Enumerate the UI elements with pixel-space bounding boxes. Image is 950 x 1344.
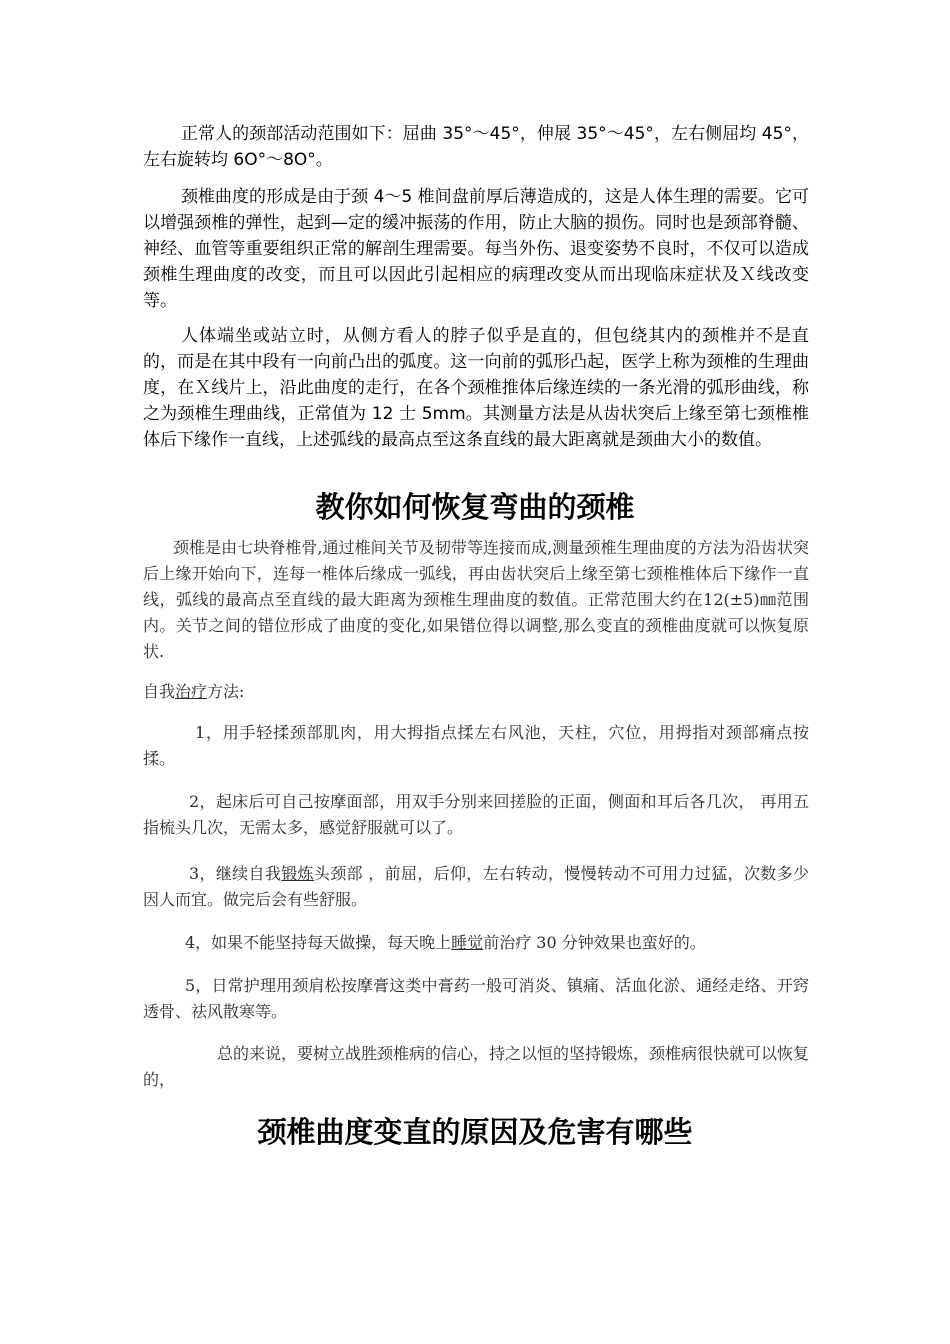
conclusion-paragraph: 总的来说，要树立战胜颈椎病的信心，持之以恒的坚持锻炼，颈椎病很快就可以恢复的， (143, 1044, 810, 1089)
treatment-item-2: 2，起床后可自己按摩面部，用双手分别来回搓脸的正面，侧面和耳后各几次， 再用五指梳头几次，无需太多，感觉舒服就可以了。 (143, 792, 809, 837)
heading-restore-cervical-curve: 教你如何恢复弯曲的颈椎 (315, 490, 635, 524)
self-treatment-label (143, 679, 809, 705)
paragraph-neck-range: 正常人的颈部活动范围如下：屈曲 35°～45°，伸展 35°～45°，左右侧屈均 45°，左右旋转均 6O°～8O°。 (143, 124, 809, 170)
item-3-suffix: 头颈部 ，前屈，后仰，左右转动，慢慢转动不可用力过猛，次数多少因人而宜。做完后会有些舒服。 (143, 864, 809, 909)
heading-causes-and-harms: 颈椎曲度变直的原因及危害有哪些 (257, 1115, 693, 1149)
exercise-link[interactable]: 锻炼 (281, 864, 314, 883)
self-treatment-prefix: 自我 (143, 682, 176, 701)
item-3-prefix: 3，继续自我 (189, 864, 282, 883)
self-treatment-suffix: 方法: (207, 682, 245, 701)
paragraph-cervical-intro: 颈椎是由七块脊椎骨,通过椎间关节及韧带等连接而成,测量颈椎生理曲度的方法为沿齿状突后上缘开始向下，连每一椎体后缘成一弧线，再由齿状突后上缘至第七颈椎椎体后下缘作一直线，弧线的最高点至直线的最大距离为颈椎生理曲度的数值。正常范围大约在12(±5)㎜范围内。关节之间的错位形成了曲度的变化,如果错位得以调整,那么变直的颈椎曲度就可以恢复原状. (143, 538, 809, 661)
item-4-suffix: 前治疗 30 分钟效果也蛮好的。 (483, 933, 706, 952)
paragraph-physiological-curve: 人体端坐或站立时，从侧方看人的脖子似乎是直的，但包绕其内的颈椎并不是直的，而是在其中段有一向前凸出的弧度。这一向前的弧形凸起，医学上称为颈椎的生理曲度，在Ｘ线片上，沿此曲度的走行，在各个颈椎推体后缘连续的一条光滑的弧形曲线，称之为颈椎生理曲线，正常值为 12 士 5mm。其测量方法是从齿状突后上缘至第七颈椎椎体后下缘作一直线，上述弧线的最高点至这条直线的最大距离就是颈曲大小的数值。 (143, 326, 809, 450)
paragraph-curvature-formation: 颈椎曲度的形成是由于颈 4～5 椎间盘前厚后薄造成的，这是人体生理的需要。它可以增强颈椎的弹性，起到—定的缓冲振荡的作用，防止大脑的损伤。同时也是颈部脊髓、神经、血管等重要组织正常的解剖生理需要。每当外伤、退变姿势不良时，不仅可以造成颈椎生理曲度的改变，而且可以因此引起相应的病理改变从而出现临床症状及Ｘ线改变等。 (143, 187, 809, 311)
treatment-item-1: 1，用手轻揉颈部肌肉，用大拇指点揉左右风池，天柱，穴位，用拇指对颈部痛点按揉。 (143, 723, 809, 768)
treatment-item-5: 5，日常护理用颈肩松按摩膏这类中膏药一般可消炎、镇痛、活血化淤、通经走络、开窍透骨、祛风散寒等。 (143, 976, 809, 1021)
treatment-item-4 (143, 930, 809, 956)
treatment-item-3 (143, 861, 809, 913)
treatment-link[interactable]: 治疗 (175, 682, 208, 701)
item-4-prefix: 4，如果不能坚持每天做操，每天晚上 (185, 933, 452, 952)
sleep-link[interactable]: 睡觉 (451, 933, 484, 952)
